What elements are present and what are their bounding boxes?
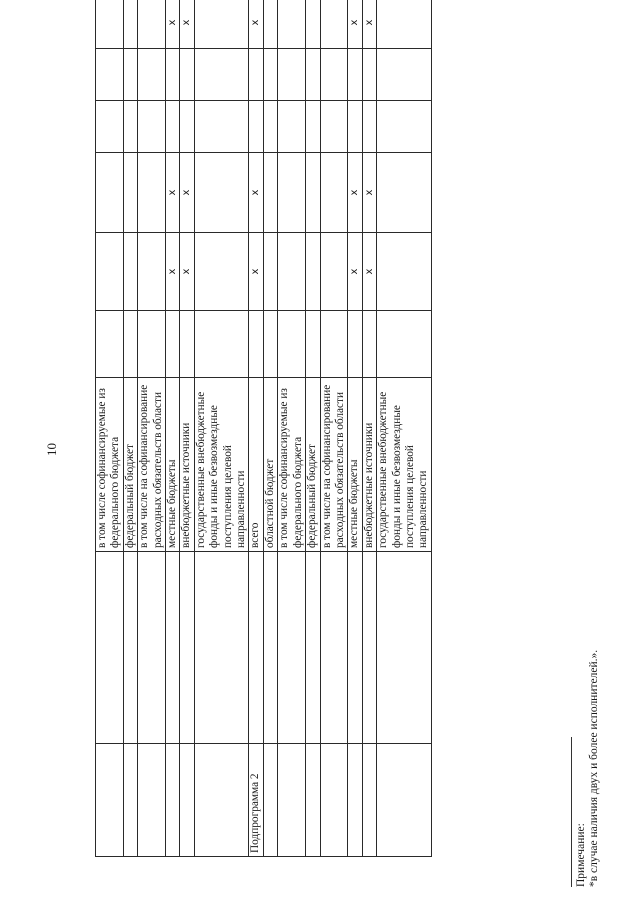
- funding-source-cell: областной бюджет: [263, 378, 277, 552]
- value-cell: [306, 101, 320, 153]
- value-cell: х: [249, 153, 263, 233]
- program-name-cell: Подпрограмма 2: [249, 744, 263, 857]
- value-cell: [306, 0, 320, 49]
- program-name-cell: [96, 744, 124, 857]
- value-cell: [138, 153, 166, 233]
- rotated-landscape-sheet: [0, 13, 620, 898]
- value-cell: [348, 311, 362, 378]
- executor-cell: [348, 552, 362, 744]
- value-cell: [263, 233, 277, 311]
- value-cell: [348, 101, 362, 153]
- value-cell: [278, 49, 306, 101]
- value-cell: [306, 153, 320, 233]
- value-cell: х: [362, 233, 376, 311]
- value-cell: [320, 49, 348, 101]
- value-cell: [348, 49, 362, 101]
- value-cell: [138, 49, 166, 101]
- program-name-cell: [194, 744, 249, 857]
- value-cell: [249, 49, 263, 101]
- value-cell: [180, 101, 194, 153]
- value-cell: [278, 233, 306, 311]
- executor-cell: [263, 552, 277, 744]
- executor-cell: [249, 552, 263, 744]
- value-cell: [138, 101, 166, 153]
- value-cell: [123, 0, 137, 49]
- value-cell: х: [348, 153, 362, 233]
- value-cell: [123, 101, 137, 153]
- value-cell: х: [166, 233, 180, 311]
- funding-source-cell: федеральный бюджет: [123, 378, 137, 552]
- value-cell: [180, 311, 194, 378]
- table-row: [362, 0, 376, 857]
- value-cell: [278, 311, 306, 378]
- funding-source-cell: всего: [249, 378, 263, 552]
- executor-cell: [180, 552, 194, 744]
- table-row: [96, 0, 124, 857]
- executor-cell: [166, 552, 180, 744]
- value-cell: [320, 311, 348, 378]
- funding-source-cell: в том числе на софинансирование расходных обязательств области: [320, 378, 348, 552]
- funding-source-cell: федеральный бюджет: [306, 378, 320, 552]
- value-cell: [194, 49, 249, 101]
- value-cell: [263, 153, 277, 233]
- value-cell: [377, 233, 432, 311]
- value-cell: [194, 311, 249, 378]
- table-row: [123, 0, 137, 857]
- executor-cell: [362, 552, 376, 744]
- value-cell: [123, 49, 137, 101]
- program-name-cell: [278, 744, 306, 857]
- value-cell: [320, 153, 348, 233]
- program-name-cell: [348, 744, 362, 857]
- value-cell: х: [166, 0, 180, 49]
- value-cell: [138, 0, 166, 49]
- value-cell: х: [249, 233, 263, 311]
- executor-cell: [96, 552, 124, 744]
- table-row: [348, 0, 362, 857]
- value-cell: [263, 0, 277, 49]
- value-cell: [263, 49, 277, 101]
- table-row: [180, 0, 194, 857]
- budget-table: [95, 0, 432, 857]
- executor-cell: [278, 552, 306, 744]
- value-cell: [377, 311, 432, 378]
- value-cell: х: [249, 0, 263, 49]
- funding-source-cell: в том числе на софинансирование расходных обязательств области: [138, 378, 166, 552]
- value-cell: [180, 49, 194, 101]
- value-cell: [138, 233, 166, 311]
- program-name-cell: [306, 744, 320, 857]
- budget-table-body: [96, 0, 432, 857]
- value-cell: [194, 153, 249, 233]
- table-row: [320, 0, 348, 857]
- value-cell: [249, 311, 263, 378]
- value-cell: [166, 101, 180, 153]
- value-cell: [96, 153, 124, 233]
- funding-source-cell: местные бюджеты: [348, 378, 362, 552]
- value-cell: х: [348, 0, 362, 49]
- table-row: [166, 0, 180, 857]
- value-cell: [96, 233, 124, 311]
- value-cell: [166, 311, 180, 378]
- program-name-cell: [180, 744, 194, 857]
- program-name-cell: [138, 744, 166, 857]
- page-number: 10: [44, 443, 59, 456]
- funding-source-cell: государственные внебюджетные фонды и иные безвозмездные поступления целевой направленности: [194, 378, 249, 552]
- program-name-cell: [263, 744, 277, 857]
- table-row: [377, 0, 432, 857]
- table-row: [306, 0, 320, 857]
- value-cell: [362, 101, 376, 153]
- value-cell: [263, 101, 277, 153]
- value-cell: [96, 0, 124, 49]
- value-cell: [306, 233, 320, 311]
- value-cell: [306, 311, 320, 378]
- program-name-cell: [320, 744, 348, 857]
- value-cell: х: [180, 0, 194, 49]
- table-row: [194, 0, 249, 857]
- footnote-text: *в случае наличия двух и более исполнителей.».: [588, 649, 600, 887]
- value-cell: [320, 0, 348, 49]
- value-cell: [320, 233, 348, 311]
- executor-cell: [138, 552, 166, 744]
- value-cell: [320, 101, 348, 153]
- value-cell: [123, 233, 137, 311]
- value-cell: [194, 101, 249, 153]
- executor-cell: [306, 552, 320, 744]
- table-row: [263, 0, 277, 857]
- value-cell: [96, 49, 124, 101]
- value-cell: х: [348, 233, 362, 311]
- funding-source-cell: в том числе софинансируемые из федерального бюджета: [278, 378, 306, 552]
- table-row: [278, 0, 306, 857]
- executor-cell: [320, 552, 348, 744]
- program-name-cell: [123, 744, 137, 857]
- value-cell: х: [362, 0, 376, 49]
- value-cell: [123, 153, 137, 233]
- value-cell: [123, 311, 137, 378]
- value-cell: [96, 101, 124, 153]
- executor-cell: [377, 552, 432, 744]
- value-cell: [278, 101, 306, 153]
- value-cell: х: [166, 153, 180, 233]
- value-cell: [278, 153, 306, 233]
- executor-cell: [123, 552, 137, 744]
- executor-cell: [194, 552, 249, 744]
- value-cell: [377, 0, 432, 49]
- value-cell: [377, 101, 432, 153]
- funding-source-cell: внебюджетные источники: [362, 378, 376, 552]
- program-name-cell: [166, 744, 180, 857]
- value-cell: [166, 49, 180, 101]
- program-name-cell: [377, 744, 432, 857]
- value-cell: [138, 311, 166, 378]
- funding-source-cell: в том числе софинансируемые из федерального бюджета: [96, 378, 124, 552]
- table-row: [138, 0, 166, 857]
- value-cell: [96, 311, 124, 378]
- value-cell: х: [180, 153, 194, 233]
- funding-source-cell: внебюджетные источники: [180, 378, 194, 552]
- value-cell: х: [362, 153, 376, 233]
- value-cell: х: [180, 233, 194, 311]
- value-cell: [362, 49, 376, 101]
- value-cell: [194, 233, 249, 311]
- footnote-block: [575, 650, 601, 887]
- value-cell: [377, 49, 432, 101]
- value-cell: [194, 0, 249, 49]
- footnote-title: Примечание:: [575, 823, 587, 887]
- value-cell: [377, 153, 432, 233]
- program-name-cell: [362, 744, 376, 857]
- footnote-separator: [571, 737, 572, 887]
- table-row: [249, 0, 263, 857]
- value-cell: [263, 311, 277, 378]
- funding-source-cell: государственные внебюджетные фонды и иные безвозмездные поступления целевой направленности: [377, 378, 432, 552]
- funding-source-cell: местные бюджеты: [166, 378, 180, 552]
- value-cell: [249, 101, 263, 153]
- value-cell: [278, 0, 306, 49]
- value-cell: [306, 49, 320, 101]
- value-cell: [362, 311, 376, 378]
